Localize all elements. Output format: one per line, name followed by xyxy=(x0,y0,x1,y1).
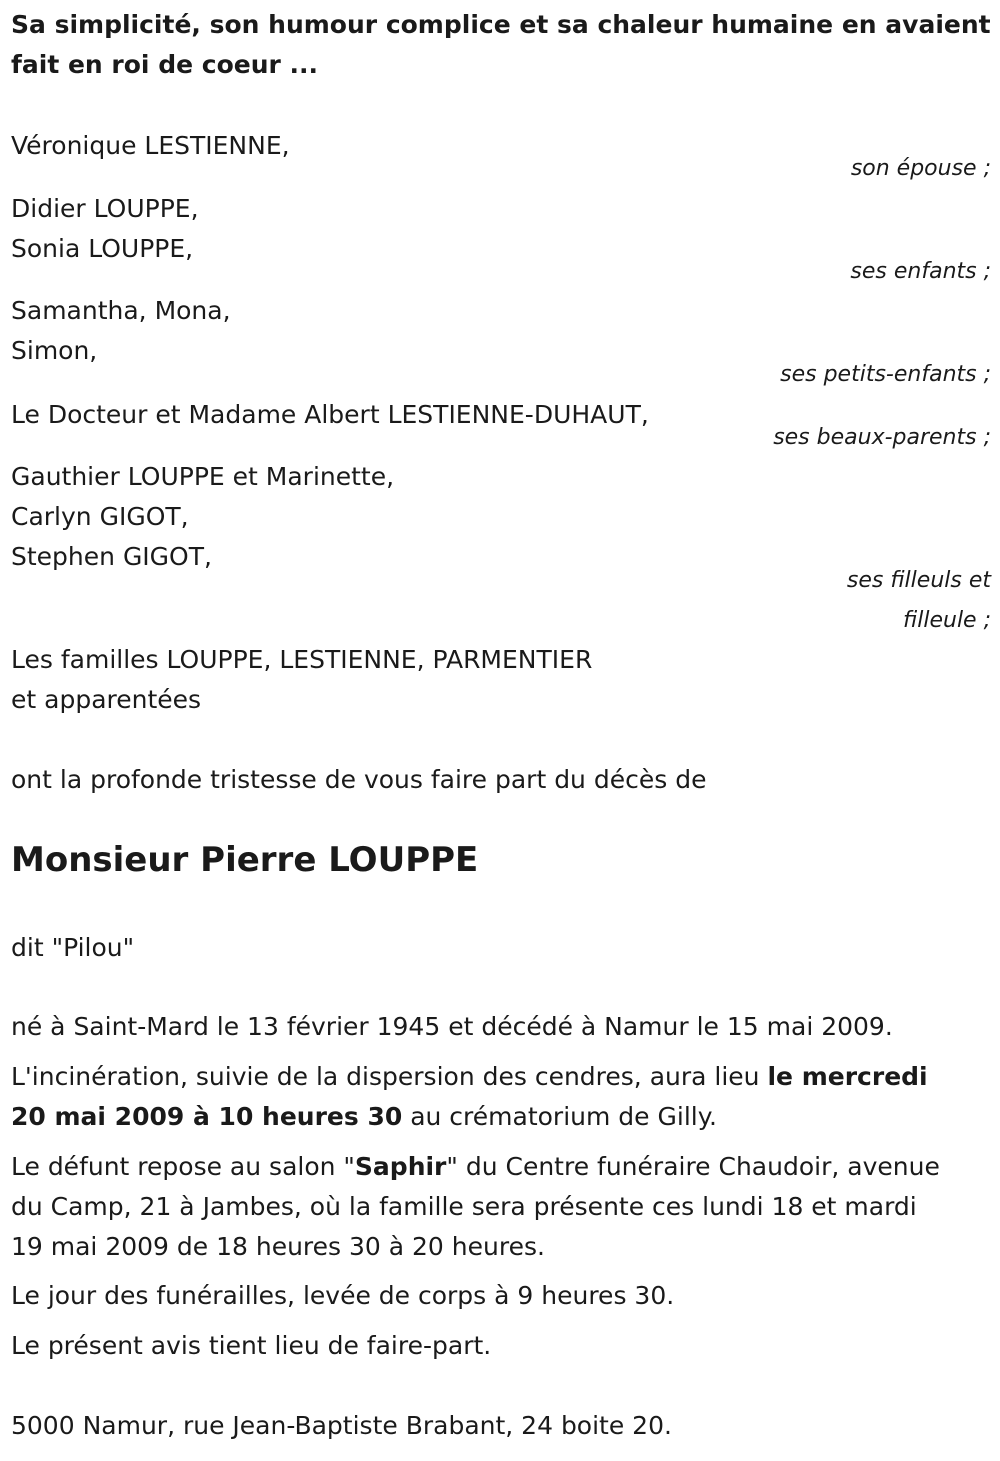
funeral-day-info: Le jour des funérailles, levée de corps à 9 heures 30. xyxy=(11,1281,675,1310)
intro-line-2: fait en roi de coeur ... xyxy=(11,50,319,79)
salon-name: Saphir xyxy=(354,1152,447,1181)
cremation-day: le mercredi xyxy=(767,1062,928,1091)
cremation-line-2 xyxy=(11,1097,717,1137)
spouse-name: Véronique LESTIENNE, xyxy=(11,131,290,160)
rest-line-3: 19 mai 2009 de 18 heures 30 à 20 heures. xyxy=(11,1232,545,1261)
family-address: 5000 Namur, rue Jean-Baptiste Brabant, 24 boite 20. xyxy=(11,1411,672,1440)
children-role: ses enfants ; xyxy=(850,259,991,284)
godchild-name-2: Carlyn GIGOT, xyxy=(11,502,189,531)
cremation-place: au crématorium de Gilly. xyxy=(402,1102,717,1131)
cremation-date-time: 20 mai 2009 à 10 heures 30 xyxy=(11,1102,403,1131)
announcement: ont la profonde tristesse de vous faire part du décès de xyxy=(11,765,707,794)
birth-death-info: né à Saint-Mard le 13 février 1945 et décédé à Namur le 15 mai 2009. xyxy=(11,1012,893,1041)
intro-line-1: Sa simplicité, son humour complice et sa chaleur humaine en avaient xyxy=(11,10,991,39)
deceased-nickname: dit "Pilou" xyxy=(11,933,135,962)
rest-line-2: du Camp, 21 à Jambes, où la famille sera présente ces lundi 18 et mardi xyxy=(11,1192,917,1221)
child-name-1: Didier LOUPPE, xyxy=(11,194,199,223)
parents-in-law-name: Le Docteur et Madame Albert LESTIENNE-DUHAUT, xyxy=(11,400,649,429)
grandchildren-role: ses petits-enfants ; xyxy=(780,362,991,387)
grandchild-name-2: Simon, xyxy=(11,336,98,365)
cremation-text-pre: L'incinération, suivie de la dispersion des cendres, aura lieu xyxy=(11,1062,768,1091)
godchildren-role-line-1: ses filleuls et xyxy=(846,568,991,593)
grandchild-name-1: Samantha, Mona, xyxy=(11,296,231,325)
deceased-name: Monsieur Pierre LOUPPE xyxy=(11,840,479,880)
spouse-role: son épouse ; xyxy=(850,156,991,181)
parents-in-law-role: ses beaux-parents ; xyxy=(773,425,991,450)
rest-text-pre: Le défunt repose au salon " xyxy=(11,1152,355,1181)
godchild-name-1: Gauthier LOUPPE et Marinette, xyxy=(11,462,395,491)
families-line-1: Les familles LOUPPE, LESTIENNE, PARMENTIER xyxy=(11,645,593,674)
cremation-line-1 xyxy=(11,1057,928,1097)
notice-statement: Le présent avis tient lieu de faire-part. xyxy=(11,1331,492,1360)
godchild-name-3: Stephen GIGOT, xyxy=(11,542,212,571)
families-line-2: et apparentées xyxy=(11,685,202,714)
godchildren-role-line-2: filleule ; xyxy=(903,608,991,633)
child-name-2: Sonia LOUPPE, xyxy=(11,234,194,263)
rest-line-1 xyxy=(11,1147,940,1187)
rest-text-post: " du Centre funéraire Chaudoir, avenue xyxy=(446,1152,940,1181)
